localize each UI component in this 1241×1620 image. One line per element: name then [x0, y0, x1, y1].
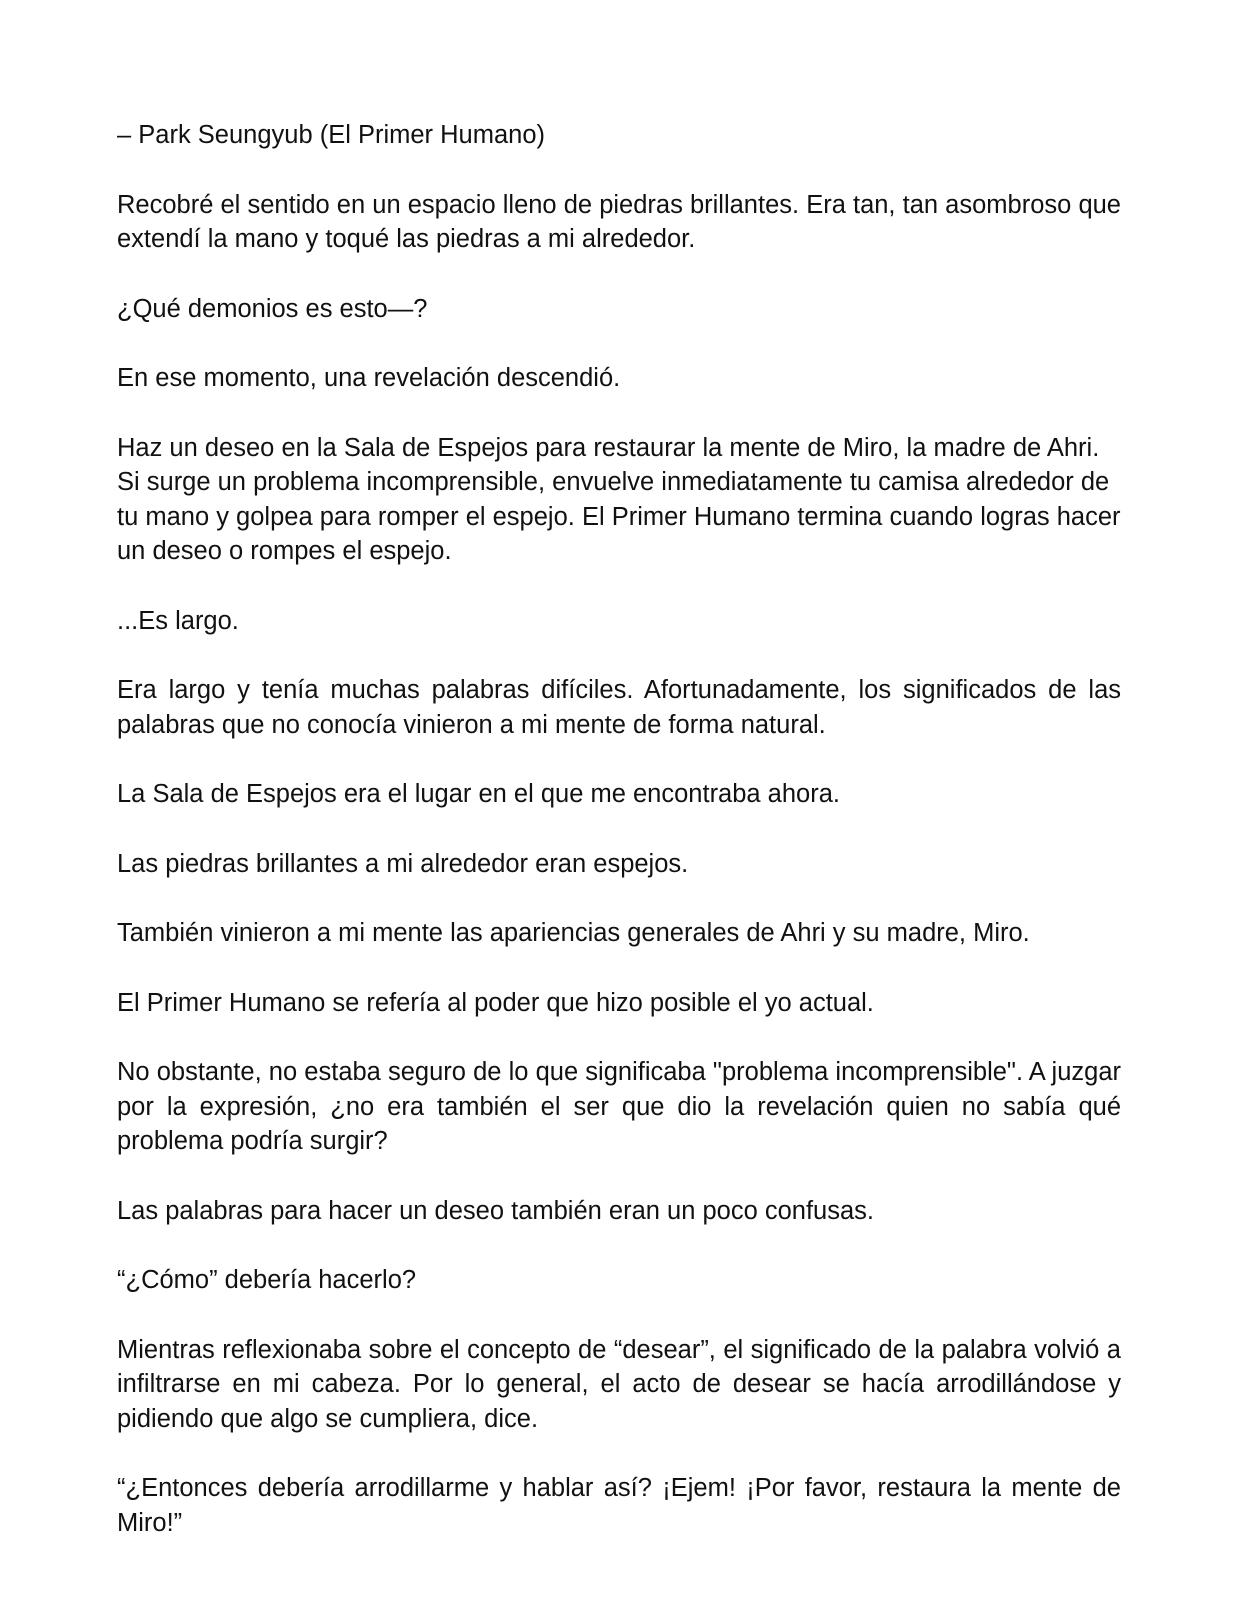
- paragraph: El Primer Humano se refería al poder que hizo posible el yo actual.: [117, 988, 874, 1017]
- paragraph: Recobré el sentido en un espacio lleno de piedras brillantes. Era tan, tan asombroso que extendí la mano y toqué las piedras a mi alrededor.: [117, 190, 1121, 253]
- paragraph: Las piedras brillantes a mi alrededor eran espejos.: [117, 849, 689, 878]
- chapter-heading: – Park Seungyub (El Primer Humano): [117, 121, 546, 149]
- paragraph: “¿Cómo” debería hacerlo?: [117, 1266, 417, 1294]
- paragraph: Haz un deseo en la Sala de Espejos para restaurar la mente de Miro, la madre de Ahri. Si surge un problema incomprensible, envuelve inmediatamente tu camisa alrededor de tu mano y golpea para romper el espejo. El Primer Humano termina cuando logras hacer un deseo o rompes el espejo.: [117, 433, 1121, 565]
- paragraph: ¿Qué demonios es esto—?: [117, 294, 428, 323]
- paragraph: Las palabras para hacer un deseo también eran un poco confusas.: [117, 1196, 875, 1225]
- paragraph: No obstante, no estaba seguro de lo que significaba "problema incomprensible". A juzgar por la expresión, ¿no era también el ser que dio la revelación quien no sabía qué problema podría surgir?: [117, 1058, 1121, 1155]
- paragraph: En ese momento, una revelación descendió.: [117, 364, 621, 392]
- document-body: [117, 118, 1121, 1575]
- paragraph: Mientras reflexionaba sobre el concepto de “desear”, el significado de la palabra volvió a infiltrarse en mi cabeza. Por lo general, el acto de desear se hacía arrodillándose y pidiendo que algo se cumpliera, dice.: [117, 1335, 1121, 1433]
- paragraph: También vinieron a mi mente las apariencias generales de Ahri y su madre, Miro.: [117, 919, 1030, 947]
- paragraph: “¿Entonces debería arrodillarme y hablar así? ¡Ejem! ¡Por favor, restaura la mente de Miro!”: [117, 1474, 1121, 1537]
- paragraph: Era largo y tenía muchas palabras difíciles. Afortunadamente, los significados de las palabras que no conocía vinieron a mi mente de forma natural.: [117, 676, 1121, 739]
- paragraph: ...Es largo.: [117, 606, 239, 635]
- paragraph: La Sala de Espejos era el lugar en el que me encontraba ahora.: [117, 780, 840, 808]
